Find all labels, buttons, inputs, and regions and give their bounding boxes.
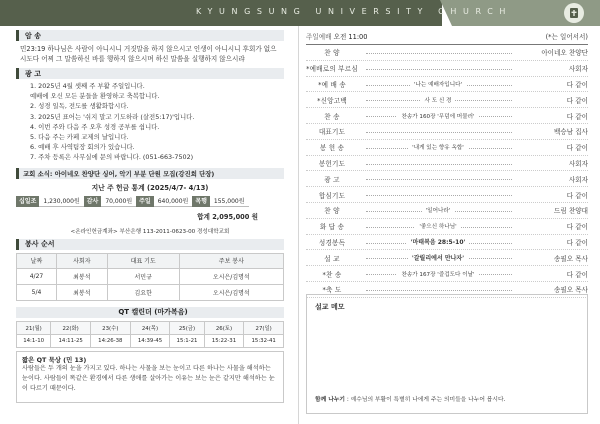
dotted-leader xyxy=(366,179,512,180)
order-rows xyxy=(306,45,588,298)
order-leader: 다 같이 xyxy=(566,80,588,89)
order-detail-text: '갈릴리에서 만나자' xyxy=(408,255,468,262)
order-item: 찬 양 xyxy=(324,207,340,216)
notice-item: 5. 다음 주는 카페 교제의 날입니다. xyxy=(30,133,129,142)
order-detail-text: 찬송가 167장 '즐겁도다 이날' xyxy=(397,272,478,278)
order-leader: 다 같이 xyxy=(566,144,588,153)
order-item: *예 배 송 xyxy=(318,80,346,89)
table-header-cell: 주보 봉사 xyxy=(179,253,283,268)
notice-item: 1. 2025년 4월 셋째 주 부활 주일입니다. xyxy=(30,82,145,90)
order-item: 성경봉독 xyxy=(318,238,346,247)
qt-meditation-box xyxy=(16,351,284,403)
sermon-memo-box xyxy=(306,294,588,414)
share-text: : 예수님의 부활이 특별히 나에게 주는 의미들을 나누어 봅시다. xyxy=(345,397,506,403)
table-cell: 최봉석 xyxy=(56,284,107,300)
order-leader: 다 같이 xyxy=(566,191,588,200)
worship-order xyxy=(306,30,588,298)
order-item: 설 교 xyxy=(324,254,340,263)
order-leader: 다 같이 xyxy=(566,112,588,121)
left-column xyxy=(16,30,284,403)
qt-date: 21(월) xyxy=(17,321,51,334)
worship-label-text: 주일예배 xyxy=(306,33,332,41)
qt-calendar-table xyxy=(16,321,284,348)
order-leader: 송필오 목사 xyxy=(554,286,588,295)
table-cell: 김요한 xyxy=(107,284,179,300)
service-order-heading: 봉사 순서 xyxy=(16,239,284,250)
table-row xyxy=(17,284,284,300)
notices-heading: 광 고 xyxy=(16,68,284,79)
order-leader: 다 같이 xyxy=(566,270,588,279)
order-row xyxy=(306,61,588,77)
memory-verse-heading: 암 송 xyxy=(16,30,284,41)
order-row xyxy=(306,235,588,251)
order-leader: 사회자 xyxy=(568,159,588,168)
memory-verse-text: 민23:19 하나님은 사람이 아니시니 거짓말을 하지 않으시고 인생이 아니시니 후회가 없으시도다 어찌 그 말씀하신 바를 행하지 않으시며 하신 말씀을 실행하지 않으시랴 xyxy=(20,45,277,63)
qt-range: 14:11-25 xyxy=(51,334,91,347)
order-item: *신앙고백 xyxy=(317,96,347,105)
order-row xyxy=(306,203,588,219)
order-row xyxy=(306,250,588,266)
order-row xyxy=(306,77,588,93)
order-row xyxy=(306,156,588,172)
qt-range: 14:39-45 xyxy=(130,334,170,347)
dotted-leader xyxy=(366,195,512,196)
offering-stats-row xyxy=(16,196,284,208)
order-detail-text: '마태복음 28:5-10' xyxy=(407,239,470,246)
order-leader: 다 같이 xyxy=(566,223,588,232)
notice-item: 7. 주차 등록은 사무실에 문의 바랍니다. (051-663-7502) xyxy=(30,153,194,162)
table-header-cell: 날짜 xyxy=(17,253,57,268)
qt-range: 15:22-31 xyxy=(204,334,244,347)
order-leader: 백승남 집사 xyxy=(554,128,588,137)
dotted-leader xyxy=(366,164,512,165)
church-title: KYUNGSUNG UNIVERSITY CHURCH xyxy=(196,7,513,16)
order-row xyxy=(306,108,588,124)
table-cell: 오시은/김명석 xyxy=(179,268,283,284)
order-detail-text: '내게 있는 향유 옥합' xyxy=(408,145,468,151)
order-leader: 다 같이 xyxy=(566,238,588,247)
service-table xyxy=(16,253,284,301)
table-cell: 오시은/김명석 xyxy=(179,284,283,300)
notice-item: 예배에 오신 모든 분들을 환영하고 축복합니다. xyxy=(30,92,160,101)
offering-label: 주일 xyxy=(136,196,154,207)
table-row xyxy=(17,268,284,284)
table-header-cell: 대표 기도 xyxy=(107,253,179,268)
sermon-memo-title: 설교 메모 xyxy=(315,303,345,311)
table-header-row xyxy=(17,253,284,268)
table-cell: 5/4 xyxy=(17,284,57,300)
worship-time: 오전 11:00 xyxy=(333,33,368,41)
order-leader: 송필오 목사 xyxy=(554,254,588,263)
order-item: 광 고 xyxy=(324,175,340,184)
column-divider xyxy=(298,26,299,424)
qt-meditation-title: 짧은 QT 묵상 (민 13) xyxy=(22,355,87,364)
order-item: *예배로의 부르심 xyxy=(306,65,358,74)
offering-label: 십일조 xyxy=(16,196,39,207)
worship-order-header xyxy=(306,30,588,42)
order-leader: 다 같이 xyxy=(566,96,588,105)
offering-value: 1,230,000원 xyxy=(39,196,83,207)
order-leader: 사회자 xyxy=(568,65,588,74)
order-row xyxy=(306,187,588,203)
qt-date: 26(토) xyxy=(204,321,244,334)
offering-value: 640,000원 xyxy=(154,196,193,207)
order-item: 찬 양 xyxy=(324,49,340,58)
dotted-leader xyxy=(366,132,512,133)
order-row xyxy=(306,45,588,61)
order-row xyxy=(306,92,588,108)
worship-label xyxy=(306,31,367,41)
header-band xyxy=(0,0,600,26)
church-news: 교회 소식: 아이네오 찬양단 싱어, 악기 부분 단원 모집(강진희 단장) xyxy=(16,168,284,179)
dotted-leader xyxy=(366,69,512,70)
order-item: *축 도 xyxy=(322,286,342,295)
offering-label: 감사 xyxy=(84,196,102,207)
offering-total: 합계 2,095,000 원 xyxy=(197,212,258,221)
order-item: 봉 헌 송 xyxy=(319,144,345,153)
dotted-leader xyxy=(366,53,512,54)
order-detail-text: '나는 예배자입니다' xyxy=(410,82,466,88)
standing-note: (*는 일어서서) xyxy=(545,33,588,41)
order-detail-text: '일어나라' xyxy=(422,208,455,214)
qt-dates-row xyxy=(17,321,284,334)
qt-range: 14:26-38 xyxy=(90,334,130,347)
qt-date: 23(수) xyxy=(90,321,130,334)
qt-calendar-heading: QT 캘린더 (마가복음) xyxy=(16,307,284,318)
qt-ranges-row xyxy=(17,334,284,347)
order-leader: 드림 찬양대 xyxy=(554,207,588,216)
qt-range: 15:1-21 xyxy=(170,334,204,347)
notice-item: 3. 2025년 표어는 '쉬지 말고 기도하라 (살전5:17)'입니다. xyxy=(30,112,195,121)
order-row xyxy=(306,266,588,282)
order-detail-text: '좋으신 하나님' xyxy=(415,224,460,230)
church-seal-icon xyxy=(564,3,584,23)
notice-item: 6. 예배 후 사역팀장 회의가 있습니다. xyxy=(30,143,135,152)
order-row xyxy=(306,124,588,140)
qt-range: 14:1-10 xyxy=(17,334,51,347)
order-row xyxy=(306,219,588,235)
online-account: <온라인헌금계좌> 부산은행 113-2011-0623-00 경성대학교회 xyxy=(70,228,230,235)
qt-range: 15:32-41 xyxy=(244,334,284,347)
order-row xyxy=(306,140,588,156)
order-item: 합심기도 xyxy=(318,191,346,200)
table-cell: 최봉석 xyxy=(56,268,107,284)
order-item: 화 답 송 xyxy=(319,223,345,232)
order-item: 봉헌기도 xyxy=(318,159,346,168)
order-item: 대표기도 xyxy=(318,128,346,137)
order-detail-text: 사 도 신 경 xyxy=(421,98,456,104)
order-detail-text: 찬송가 160장 '무덤에 머물러' xyxy=(397,114,478,120)
qt-date: 22(화) xyxy=(51,321,91,334)
table-cell: 4/27 xyxy=(17,268,57,284)
order-row xyxy=(306,171,588,187)
qt-meditation-text: 사람들은 두 개의 눈을 가지고 있다. 하나는 사물을 보는 눈이고 다른 하나는 사물을 해석하는 눈이다. 사람들이 똑같은 환경에서 다른 생애를 살아가는 이유는 보는 눈은 같지만 해석하는 눈이 다르기 때문이다. xyxy=(22,364,275,392)
dotted-leader xyxy=(366,290,512,291)
qt-date: 25(금) xyxy=(170,321,204,334)
order-item: *찬 송 xyxy=(322,270,342,279)
offering-stats-title: 지난 주 헌금 통계 (2025/4/7- 4/13) xyxy=(91,183,209,192)
offering-label: 목행 xyxy=(192,196,210,207)
order-item: 찬 송 xyxy=(324,112,340,121)
share-label: 함께 나누기 xyxy=(315,397,346,403)
offering-value: 155,000원 xyxy=(210,196,249,207)
notice-item: 2. 성경 일독, 전도를 생활화합시다. xyxy=(30,102,129,111)
notice-item: 4. 이번 주와 다음 주 오후 성경 공부를 쉽니다. xyxy=(30,122,160,131)
qt-date: 24(목) xyxy=(130,321,170,334)
order-leader: 사회자 xyxy=(568,175,588,184)
table-cell: 서민규 xyxy=(107,268,179,284)
table-header-cell: 사회자 xyxy=(56,253,107,268)
qt-date: 27(일) xyxy=(244,321,284,334)
offering-value: 70,000원 xyxy=(101,196,136,207)
share-prompt xyxy=(315,394,505,403)
order-leader: 아이네오 찬양단 xyxy=(541,49,588,58)
notices-list xyxy=(16,79,284,166)
